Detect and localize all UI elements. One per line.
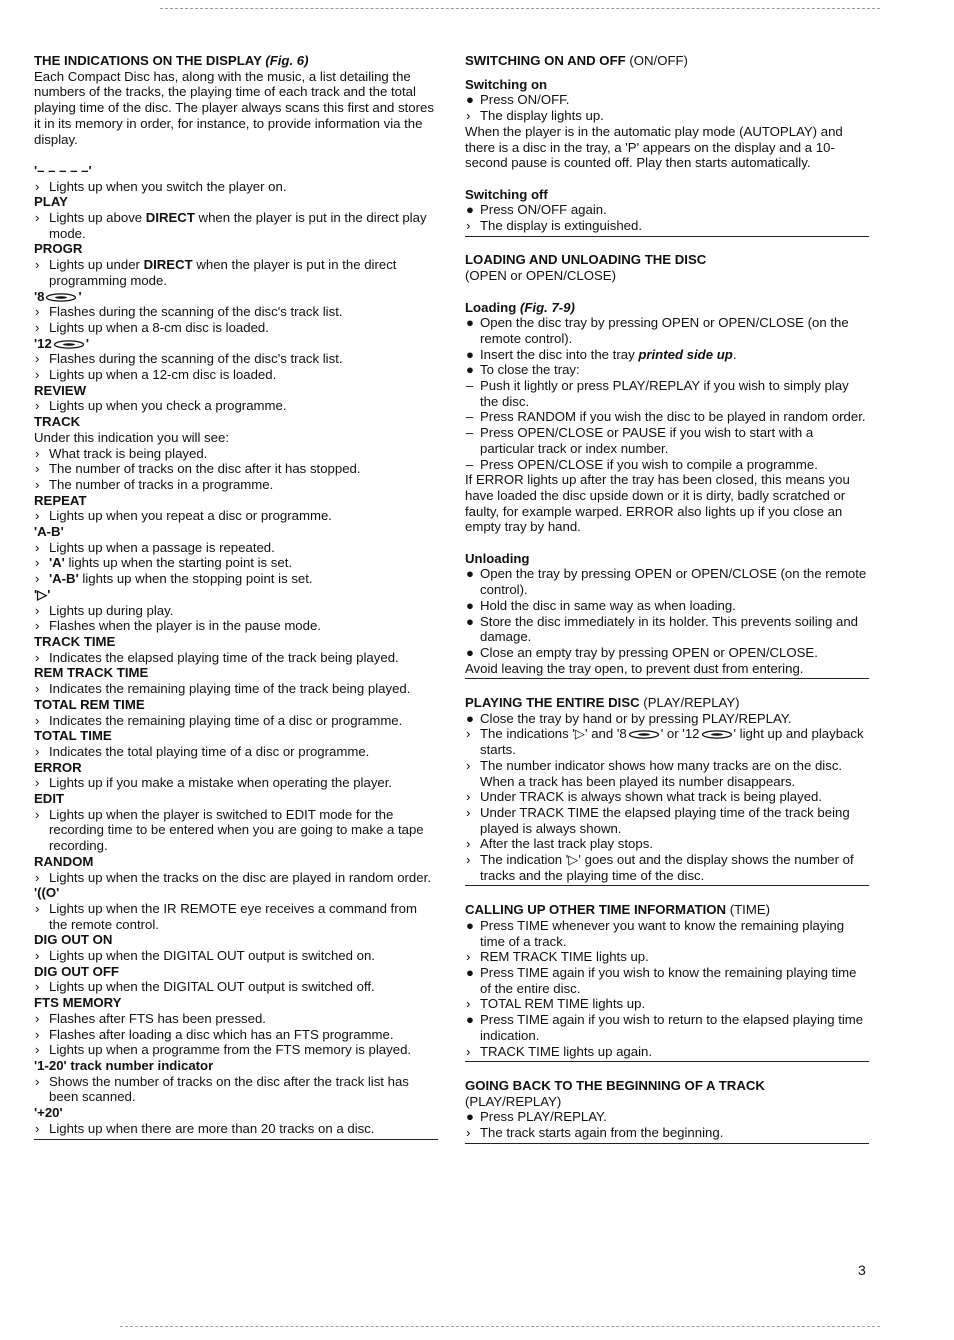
list-item [465,758,869,789]
item-text: The number indicator shows how many tracks are on the disc. When a track has been played its number disappears. [480,757,843,789]
on-off-section [465,53,869,237]
item-text: . [732,346,737,362]
item-text: Press RANDOM if you wish the disc to be played in random order. [480,409,866,425]
item-text: TRACK TIME lights up again. [480,1043,652,1059]
bullet-icon: ● [466,346,474,362]
title-text: CALLING UP OTHER TIME INFORMATION [465,902,727,918]
section-title-display [34,53,438,69]
arrow-icon: › [35,539,40,555]
arrow-icon: › [35,257,40,273]
dust-paragraph: Avoid leaving the tray open, to prevent dust from entering. [465,660,804,676]
item-text: Lights up when a 8-cm disc is loaded. [49,319,269,335]
bullet-icon: ● [466,92,474,108]
page-number: 3 [858,1262,866,1278]
list-item [465,836,869,852]
error-heading: ERROR [34,759,82,775]
item-text: The number of tracks on the disc after it has stopped. [49,461,361,477]
ir-remote-heading: '((O' [34,885,60,901]
item-text: Indicates the elapsed playing time of the track being played. [49,649,399,665]
bullet-icon: ● [466,597,474,613]
item-text: The display lights up. [480,108,604,124]
arrow-icon: › [35,555,40,571]
list-item [465,965,869,996]
right-column [465,53,869,1144]
loading-subtitle: (OPEN or OPEN/CLOSE) [465,268,616,284]
bullet-icon: ● [466,644,474,660]
list-item [34,257,438,288]
list-item [34,603,438,619]
item-text: Flashes after loading a disc which has an FTS programme. [49,1026,394,1042]
arrow-icon: › [35,319,40,335]
heading-text: ' [78,288,82,304]
progr-heading: PROGR [34,241,83,257]
spacer [465,237,869,253]
list-item [465,108,869,124]
spacer [465,679,869,695]
arrow-icon: › [466,996,471,1012]
section-title-time [465,902,869,918]
arrow-icon: › [35,1073,40,1089]
item-text: The track starts again from the beginning. [480,1125,724,1140]
item-text: After the last track play stops. [480,836,653,852]
arrow-icon: › [35,508,40,524]
arrow-icon: › [35,869,40,885]
switching-on-heading: Switching on [465,76,548,92]
list-item [465,315,869,346]
section-title-playing [465,695,869,711]
item-text: Press OPEN/CLOSE if you wish to compile a programme. [480,456,818,472]
item-text: Flashes during the scanning of the disc's track list. [49,351,343,367]
bullet-icon: ● [466,917,474,933]
item-text: when the player is put in the direct programming mode. [49,257,397,288]
list-item [34,446,438,462]
total-time-heading: TOTAL TIME [34,728,112,744]
title-text: SWITCHING ON AND OFF [465,53,626,68]
arrow-icon: › [466,852,471,868]
item-text: Lights up when the IR REMOTE eye receives a command from the remote control. [49,900,417,932]
item-bold: 'A-B' [49,571,79,587]
list-item [34,650,438,666]
heading-text: Loading [465,299,517,315]
item-text: Lights up during play. [49,602,174,618]
heading-text: ' [85,335,89,351]
list-item [465,711,869,727]
disc-icon [628,730,660,739]
bullet-icon: ● [466,964,474,980]
arrow-icon: › [466,218,471,234]
item-text: Lights up when you check a programme. [49,398,287,414]
title-paren: (TIME) [726,902,771,918]
bullet-icon: ● [466,1109,474,1125]
item-text: The indication '▷' goes out and the display shows the number of tracks and the playing time of the disc. [480,852,854,883]
fig-ref: (Fig. 6) [265,53,309,68]
arrow-icon: › [35,806,40,822]
bullet-icon: ● [466,613,474,629]
spacer [465,284,869,300]
arrow-icon: › [466,804,471,820]
item-text: Press TIME again if you wish to know the remaining playing time of the entire disc. [480,964,857,996]
item-text: Lights up when a programme from the FTS memory is played. [49,1042,412,1058]
item-text: Open the tray by pressing OPEN or OPEN/CLOSE (on the remote control). [480,566,867,598]
list-item [465,425,869,456]
dash-icon: – [466,425,474,441]
ab-heading: 'A-B' [34,524,64,540]
scan-artifact-top [160,8,880,9]
item-text: Lights up under [49,257,144,273]
list-item [465,202,869,218]
autoplay-paragraph: When the player is in the automatic play mode (AUTOPLAY) and there is a disc in the tray, a 'P' appears on the display and a 10-second pause is counted off. Play then starts automatically. [465,123,843,171]
disc-icon [53,340,85,349]
intro-paragraph: Each Compact Disc has, along with the music, a list detailing the numbers of the tracks, the playing time of each track and the total playing time of the disc. The player always scans this first and stores it in its memory in order, for instance, to provide information via the display. [34,68,434,147]
heading-text: '8 [34,288,45,304]
track-number-indicator-heading: '1-20' track number indicator [34,1057,214,1073]
list-item [465,457,869,473]
arrow-icon: › [35,304,40,320]
title-paren: (PLAY/REPLAY) [639,695,740,711]
arrow-icon: › [35,398,40,414]
item-text: Lights up when there are more than 20 tracks on a disc. [49,1120,375,1136]
arrow-icon: › [35,351,40,367]
list-item [34,351,438,367]
item-text: Lights up if you make a mistake when operating the player. [49,775,393,791]
item-text: Lights up above [49,210,146,226]
arrow-icon: › [466,1125,471,1140]
spacer [465,535,869,551]
arrow-icon: › [466,108,471,124]
display-indications-section [34,53,438,1140]
arrow-icon: › [35,367,40,383]
list-item [465,949,869,965]
arrow-icon: › [35,210,40,226]
list-item [34,320,438,336]
item-text: Lights up when a 12-cm disc is loaded. [49,367,277,383]
arrow-icon: › [466,1043,471,1059]
item-text: lights up when the stopping point is set. [78,571,313,587]
scan-artifact-bottom [120,1326,880,1327]
arrow-icon: › [35,775,40,791]
list-item [34,713,438,729]
go-back-section [465,1078,869,1144]
list-item [34,555,438,571]
arrow-icon: › [35,649,40,665]
list-item [34,304,438,320]
item-text: ' light up and playback starts. [480,726,864,758]
list-item [465,645,869,661]
list-item [34,571,438,587]
list-item [34,461,438,477]
arrow-icon: › [35,461,40,477]
item-text: Press TIME whenever you want to know the remaining playing time of a track. [480,917,845,949]
list-item [465,726,869,757]
time-section [465,902,869,1062]
item-text: Press ON/OFF. [480,92,570,108]
list-item [34,618,438,634]
item-text: Close an empty tray by pressing OPEN or OPEN/CLOSE. [480,644,818,660]
list-item [34,807,438,854]
item-text: REM TRACK TIME lights up. [480,949,649,965]
list-item [465,996,869,1012]
list-item [34,1074,438,1105]
list-item [465,805,869,836]
item-text: What track is being played. [49,445,208,461]
section-title-go-back: GOING BACK TO THE BEGINNING OF A TRACK [465,1077,765,1093]
item-text: Insert the disc into the tray [480,346,639,362]
list-item [34,744,438,760]
arrow-icon: › [35,712,40,728]
item-text: Lights up when a passage is repeated. [49,539,275,555]
title-text: THE INDICATIONS ON THE DISPLAY [34,53,262,68]
loading-section [465,252,869,679]
item-text: The number of tracks in a programme. [49,476,274,492]
dash-indicator-label: '– – – – –' [34,162,92,178]
dig-out-off-heading: DIG OUT OFF [34,963,119,979]
left-column [34,53,438,1140]
arrow-icon: › [466,949,471,965]
disc-8-heading [34,289,438,305]
item-text: TOTAL REM TIME lights up. [480,996,646,1012]
unloading-heading: Unloading [465,550,530,566]
arrow-icon: › [35,979,40,995]
title-text: PLAYING THE ENTIRE DISC [465,695,640,711]
arrow-icon: › [466,757,471,773]
fts-memory-heading: FTS MEMORY [34,995,122,1011]
play-symbol-heading: '▷' [34,586,51,602]
list-item [465,1125,869,1141]
arrow-icon: › [35,948,40,964]
list-item [34,179,438,195]
item-emphasis: printed side up [638,346,733,362]
item-text: Indicates the remaining playing time of a disc or programme. [49,712,403,728]
playing-section [465,695,869,886]
review-heading: REVIEW [34,382,87,398]
section-title-loading: LOADING AND UNLOADING THE DISC [465,252,707,268]
item-text: Indicates the remaining playing time of the track being played. [49,681,411,697]
arrow-icon: › [35,178,40,194]
list-item [34,979,438,995]
item-text: Hold the disc in same way as when loading. [480,597,736,613]
item-text: Close the tray by hand or by pressing PLAY/REPLAY. [480,710,792,726]
list-item [465,92,869,108]
item-text: Indicates the total playing time of a disc or programme. [49,743,370,759]
rem-track-time-heading: REM TRACK TIME [34,665,149,681]
spacer [465,69,869,77]
item-text: Lights up when you repeat a disc or programme. [49,508,332,524]
item-text: To close the tray: [480,362,580,378]
list-item [465,598,869,614]
list-item [34,870,438,886]
item-text: lights up when the starting point is set. [64,555,293,571]
item-text: ' or '12 [660,726,700,742]
list-item [465,1044,869,1060]
spacer [465,1062,869,1078]
arrow-icon: › [35,445,40,461]
item-text: Open the disc tray by pressing OPEN or OPEN/CLOSE (on the remote control). [480,315,849,346]
list-item [34,210,438,241]
list-item [34,1042,438,1058]
item-bold: DIRECT [145,210,195,226]
arrow-icon: › [35,618,40,634]
item-text: Store the disc immediately in its holder. This prevents soiling and damage. [480,613,858,645]
bullet-icon: ● [466,710,474,726]
item-text: Flashes after FTS has been pressed. [49,1010,266,1026]
list-item [34,1027,438,1043]
disc-icon [701,730,733,739]
spacer [34,147,438,163]
list-item [465,566,869,597]
list-item [34,948,438,964]
dash-icon: – [466,456,474,472]
list-item [465,378,869,409]
item-text: The indications '▷' and '8 [480,726,627,742]
track-heading: TRACK [34,414,81,430]
arrow-icon: › [35,900,40,916]
track-time-heading: TRACK TIME [34,634,116,649]
arrow-icon: › [466,789,471,805]
play-heading: PLAY [34,194,68,210]
item-bold: DIRECT [143,257,193,273]
list-item [465,347,869,363]
list-item [465,362,869,378]
arrow-icon: › [35,1042,40,1058]
disc-icon [45,293,77,302]
list-item [34,775,438,791]
item-text: Flashes when the player is in the pause mode. [49,618,321,634]
spacer [465,886,869,902]
item-text: Press TIME again if you wish to return to the elapsed playing time indication. [480,1012,864,1043]
list-item [34,1011,438,1027]
go-back-subtitle: (PLAY/REPLAY) [465,1093,562,1109]
bullet-icon: ● [466,202,474,218]
list-item [34,1121,438,1137]
item-text: Press ON/OFF again. [480,202,607,218]
item-text: Under TRACK is always shown what track is being played. [480,789,823,805]
arrow-icon: › [35,602,40,618]
error-paragraph: If ERROR lights up after the tray has been closed, this means you have loaded the disc upside down or it is dirty, badly scratched or faulty, for example warped. ERROR also lights up if you close an empty tray by hand. [465,472,850,535]
plus-20-heading: '+20' [34,1105,63,1121]
list-item [465,852,869,883]
arrow-icon: › [35,1010,40,1026]
list-item [34,477,438,493]
item-text: Press OPEN/CLOSE or PAUSE if you wish to start with a particular track or index number. [480,425,814,456]
track-intro: Under this indication you will see: [34,429,229,445]
bullet-icon: ● [466,362,474,378]
arrow-icon: › [35,1120,40,1136]
item-text: The display is extinguished. [480,218,643,234]
item-text: when the player is put in the direct play mode. [49,210,427,241]
spacer [465,171,869,187]
list-item [465,1012,869,1043]
item-text: Lights up when the DIGITAL OUT output is switched on. [49,948,375,964]
random-heading: RANDOM [34,853,94,869]
list-item [34,367,438,383]
item-text: Lights up when you switch the player on. [49,178,287,194]
item-text: Lights up when the DIGITAL OUT output is switched off. [49,979,375,995]
heading-text: '12 [34,335,52,351]
list-item [34,540,438,556]
list-item [465,614,869,645]
edit-heading: EDIT [34,791,65,807]
bullet-icon: ● [466,315,474,331]
disc-12-heading [34,336,438,352]
list-item [34,508,438,524]
list-item [465,918,869,949]
item-text: Shows the number of tracks on the disc after the track list has been scanned. [49,1073,409,1105]
repeat-heading: REPEAT [34,492,87,508]
list-item [34,681,438,697]
dash-icon: – [466,378,474,394]
arrow-icon: › [466,836,471,852]
total-rem-time-heading: TOTAL REM TIME [34,696,145,712]
item-text: Under TRACK TIME the elapsed playing time of the track being played is always shown. [480,804,850,836]
title-paren: (ON/OFF) [625,53,688,68]
dash-icon: – [466,409,474,425]
list-item [465,218,869,234]
list-item [34,398,438,414]
arrow-icon: › [466,726,471,742]
bullet-icon: ● [466,1012,474,1028]
fig-ref: (Fig. 7-9) [519,299,575,315]
arrow-icon: › [35,476,40,492]
item-text: Flashes during the scanning of the disc's track list. [49,304,343,320]
arrow-icon: › [35,681,40,697]
loading-heading [465,300,869,316]
bullet-icon: ● [466,566,474,582]
item-text: Push it lightly or press PLAY/REPLAY if you wish to simply play the disc. [480,378,849,409]
item-text: Lights up when the tracks on the disc are played in random order. [49,869,431,885]
arrow-icon: › [35,571,40,587]
arrow-icon: › [35,743,40,759]
arrow-icon: › [35,1026,40,1042]
item-bold: 'A' [49,555,65,571]
item-text: Press PLAY/REPLAY. [480,1109,607,1125]
list-item [465,409,869,425]
item-text: Lights up when the player is switched to EDIT mode for the recording time to be entered when you are going to make a tape recording. [49,806,424,854]
section-title-on-off [465,53,869,69]
list-item [34,901,438,932]
dig-out-on-heading: DIG OUT ON [34,932,113,948]
switching-off-heading: Switching off [465,186,548,202]
list-item [465,1109,869,1125]
list-item [465,789,869,805]
